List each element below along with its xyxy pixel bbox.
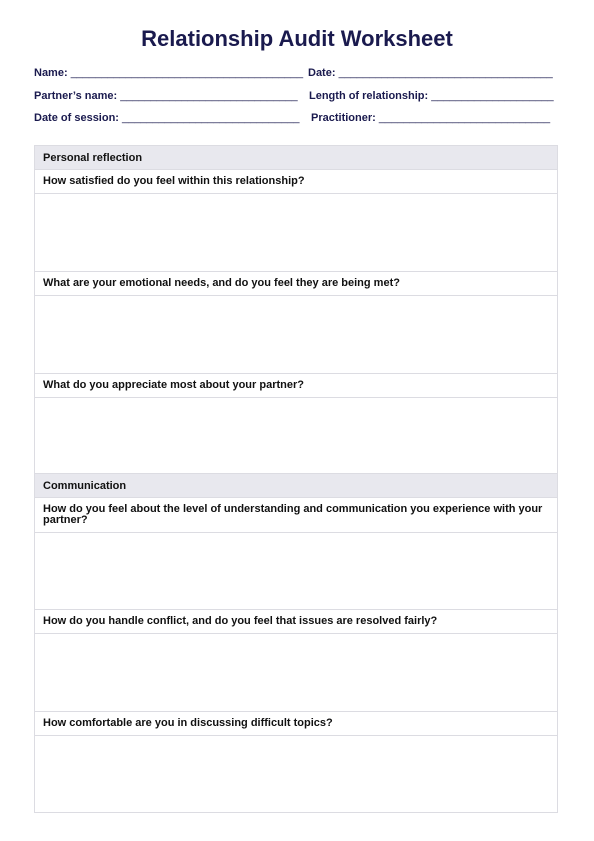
question-difficult-topics: How comfortable are you in discussing difficult topics? [35, 712, 557, 736]
section-heading-communication: Communication [35, 474, 557, 498]
practitioner-label: Practitioner: [311, 112, 376, 124]
date-label: Date: [308, 67, 336, 79]
name-field[interactable]: ______________________________________ [70, 67, 304, 79]
date-field[interactable]: ___________________________________ [338, 67, 553, 79]
partner-name-field[interactable]: _____________________________ [120, 90, 298, 102]
section-heading-personal-reflection: Personal reflection [35, 146, 557, 170]
info-row-session-practitioner [34, 112, 560, 124]
info-row-name-date [34, 67, 560, 79]
answer-box-difficult-topics[interactable] [35, 736, 557, 812]
answer-box-appreciation[interactable] [35, 398, 557, 474]
answer-box-emotional-needs[interactable] [35, 296, 557, 374]
session-date-field[interactable]: _____________________________ [122, 112, 300, 124]
question-appreciation: What do you appreciate most about your partner? [35, 374, 557, 398]
session-date-label: Date of session: [34, 112, 119, 124]
relationship-length-label: Length of relationship: [309, 90, 429, 102]
question-understanding: How do you feel about the level of understanding and communication you experience with your partner? [35, 498, 557, 533]
info-row-partner-length [34, 90, 560, 102]
question-conflict: How do you handle conflict, and do you feel that issues are resolved fairly? [35, 610, 557, 634]
relationship-length-field[interactable]: ____________________ [431, 90, 554, 102]
question-emotional-needs: What are your emotional needs, and do you feel they are being met? [35, 272, 557, 296]
page-title: Relationship Audit Worksheet [141, 26, 453, 51]
question-satisfaction: How satisfied do you feel within this relationship? [35, 170, 557, 194]
answer-box-satisfaction[interactable] [35, 194, 557, 272]
name-label: Name: [34, 67, 68, 79]
practitioner-field[interactable]: ____________________________ [378, 112, 551, 124]
worksheet-table [34, 145, 558, 813]
partner-name-label: Partner’s name: [34, 90, 118, 102]
answer-box-understanding[interactable] [35, 533, 557, 610]
answer-box-conflict[interactable] [35, 634, 557, 712]
